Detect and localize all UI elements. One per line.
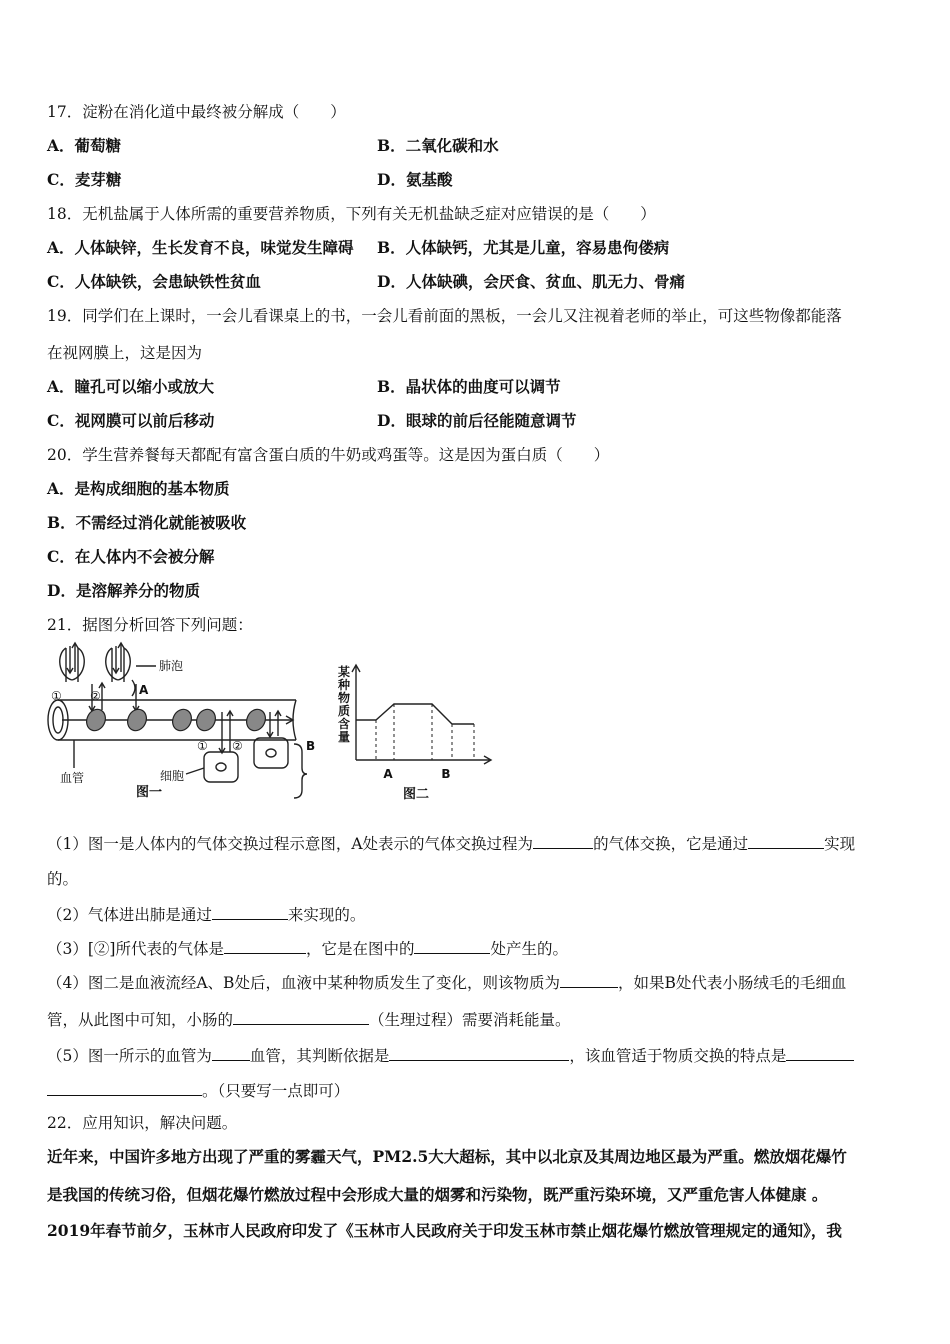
q17-option-d[interactable]: D．氨基酸 (377, 170, 453, 189)
fig1-mark-1: ① (51, 689, 62, 703)
q21-p1-text-a: （1）图一是人体内的气体交换过程示意图，A处表示的气体交换过程为 (47, 835, 534, 853)
fig2-ylabel-char: 种 (337, 678, 351, 692)
q21-p5-text-d: 。（只要写一点即可） (202, 1082, 350, 1100)
q21-part2 (47, 903, 365, 925)
q21-p2-blank[interactable] (212, 903, 288, 920)
q21-p5-blank-2[interactable] (389, 1044, 569, 1061)
fig2-content-curve (356, 704, 474, 724)
q22-stem: 22．应用知识，解决问题。 (47, 1114, 238, 1132)
fig2-ylabel-char: 量 (337, 730, 351, 744)
q21-part4-line2 (47, 1008, 571, 1030)
fig2-caption: 图二 (402, 787, 430, 802)
q21-p1-blank-1[interactable] (533, 832, 593, 849)
q21-p4-blank-2[interactable] (233, 1008, 369, 1025)
q19-option-d[interactable]: D．眼球的前后径能随意调节 (377, 411, 577, 430)
q19-stem-line1: 19．同学们在上课时，一会儿看课桌上的书，一会儿看前面的黑板，一会儿又注视着老师的举止，可这些物像都能落 (47, 307, 842, 325)
q18-option-b[interactable]: B．人体缺钙，尤其是儿童，容易患佝偻病 (377, 238, 670, 257)
fig1-cell-label: 细胞 (160, 769, 185, 783)
figure-2-substance-content-chart (334, 660, 499, 808)
q21-part4-line1 (47, 971, 846, 993)
q21-p1-text-b: 的气体交换，它是通过 (593, 835, 749, 853)
q22-para-line1: 近年来，中国许多地方出现了严重的雾霾天气，PM2.5大大超标，其中以北京及其周边地区最为严重。燃放烟花爆竹 (47, 1147, 847, 1166)
q18-option-d[interactable]: D．人体缺碘，会厌食、贫血、肌无力、骨痛 (377, 272, 685, 291)
q19-option-b[interactable]: B．晶状体的曲度可以调节 (377, 377, 561, 396)
q18-option-a[interactable]: A．人体缺锌，生长发育不良，味觉发生障碍 (47, 238, 354, 257)
q21-p1-text-c: 实现 (824, 835, 856, 853)
q18-stem: 18．无机盐属于人体所需的重要营养物质，下列有关无机盐缺乏症对应错误的是（ ） (47, 205, 656, 223)
q20-stem: 20．学生营养餐每天都配有富含蛋白质的牛奶或鸡蛋等。这是因为蛋白质（ ） (47, 446, 610, 464)
q20-option-c[interactable]: C．在人体内不会被分解 (47, 547, 215, 566)
q20-option-a[interactable]: A．是构成细胞的基本物质 (47, 479, 230, 498)
q21-p3-blank-1[interactable] (224, 937, 306, 954)
q21-p1-blank-2[interactable] (748, 832, 824, 849)
fig1-vessel-label: 血管 (60, 771, 85, 785)
svg-text:某种物质含量 (337, 664, 350, 744)
q21-p4-blank-1[interactable] (560, 971, 618, 988)
q17-option-b[interactable]: B．二氧化碳和水 (377, 136, 499, 155)
q20-option-b[interactable]: B．不需经过消化就能被吸收 (47, 513, 247, 532)
q19-option-c[interactable]: C．视网膜可以前后移动 (47, 411, 215, 430)
fig2-tick-b: B (441, 767, 451, 781)
q21-p5-blank-4[interactable] (47, 1079, 202, 1096)
q21-p1-text-d: 的。 (47, 870, 79, 888)
q21-p3-text-a: （3）[②]所代表的气体是 (47, 940, 224, 958)
q20-option-d[interactable]: D．是溶解养分的物质 (47, 581, 200, 600)
q21-p4-text-a: （4）图二是血液流经A、B处后，血液中某种物质发生了变化，则该物质为 (47, 974, 560, 992)
q17-stem: 17．淀粉在消化道中最终被分解成（ ） (47, 103, 346, 121)
fig1-mark-1-lower: ① (197, 739, 208, 753)
q21-p4-text-d: （生理过程）需要消耗能量。 (369, 1011, 571, 1029)
q21-p4-text-b: ，如果B处代表小肠绒毛的毛细血 (617, 974, 847, 992)
q21-p5-text-c: ，该血管适于物质交换的特点是 (569, 1047, 787, 1065)
fig2-ylabel-char: 某 (337, 665, 351, 679)
figure-1-gas-exchange-diagram (44, 640, 314, 805)
q21-p2-text-b: 来实现的。 (287, 906, 366, 924)
q21-p5-blank-1[interactable] (212, 1044, 250, 1061)
q21-part5-line2 (47, 1079, 349, 1101)
q21-p4-text-c: 管，从此图中可知，小肠的 (47, 1011, 234, 1029)
q22-para-line2: 是我国的传统习俗，但烟花爆竹燃放过程中会形成大量的烟雾和污染物，既严重污染环境，又严重危害人体健康 。 (47, 1185, 828, 1204)
q21-part3 (47, 937, 568, 959)
q21-part5-line1 (47, 1044, 854, 1066)
fig2-tick-a: A (383, 767, 393, 781)
fig2-ylabel-char: 物 (337, 691, 351, 705)
q21-p2-text-a: （2）气体进出肺是通过 (47, 906, 212, 924)
fig1-mark-2: ② (90, 689, 101, 703)
fig1-label-a: A (139, 683, 149, 697)
q21-p3-text-c: 处产生的。 (490, 940, 568, 958)
fig2-ylabel-char: 质 (337, 704, 351, 718)
q17-option-a[interactable]: A．葡萄糖 (47, 136, 122, 155)
q21-p3-blank-2[interactable] (414, 937, 490, 954)
fig1-caption: 图一 (136, 785, 163, 800)
fig1-alveolus-label: 肺泡 (159, 659, 184, 673)
q21-p5-blank-3[interactable] (786, 1044, 854, 1061)
q21-p3-text-b: ，它是在图中的 (305, 940, 415, 958)
q21-stem: 21．据图分析回答下列问题： (47, 616, 253, 634)
q21-p5-text-b: 血管，其判断依据是 (249, 1047, 390, 1065)
q19-option-a[interactable]: A．瞳孔可以缩小或放大 (47, 377, 215, 396)
q22-para-line3: 2019年春节前夕，玉林市人民政府印发了《玉林市人民政府关于印发玉林市禁止烟花爆竹燃放管理规定的通知》，我 (47, 1221, 842, 1240)
q19-stem-line2: 在视网膜上，这是因为 (47, 344, 203, 362)
q21-p5-text-a: （5）图一所示的血管为 (47, 1047, 212, 1065)
q17-option-c[interactable]: C．麦芽糖 (47, 170, 122, 189)
fig1-label-b: B (306, 739, 316, 753)
q18-option-c[interactable]: C．人体缺铁，会患缺铁性贫血 (47, 272, 261, 291)
q21-part1-line1 (47, 832, 855, 854)
fig1-mark-2-lower: ② (232, 739, 243, 753)
fig2-ylabel-char: 含 (337, 717, 351, 731)
